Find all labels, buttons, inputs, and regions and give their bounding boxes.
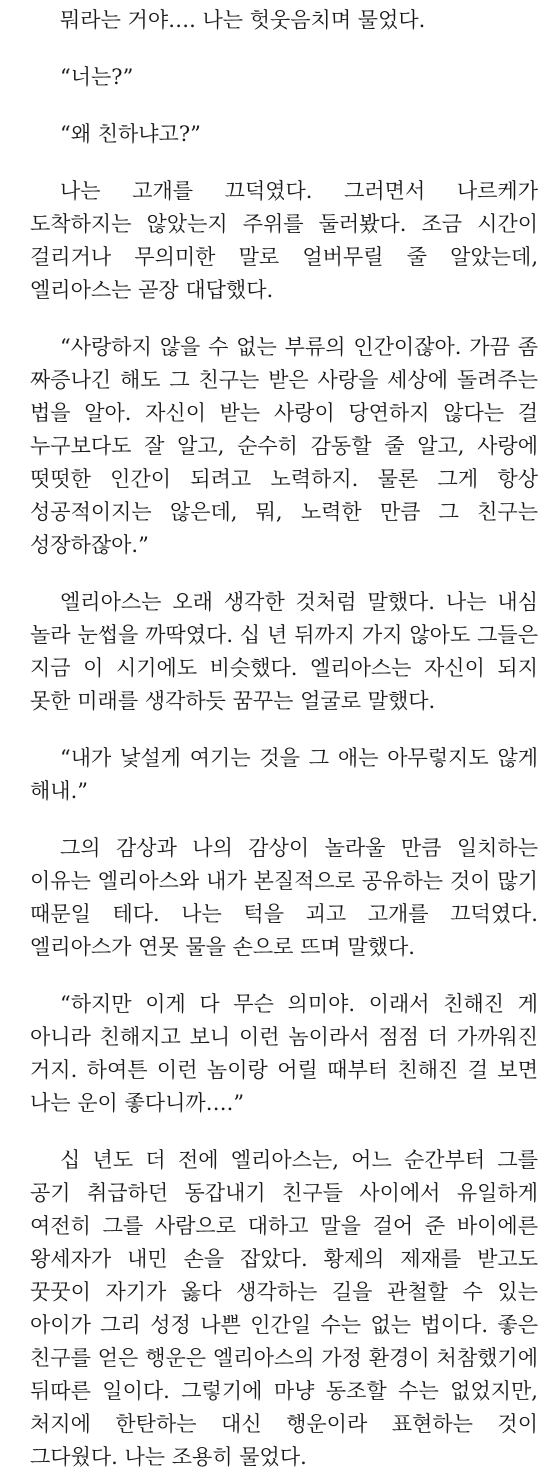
- paragraph-1: 뭐라는 거야…. 나는 헛웃음치며 물었다.: [60, 8, 426, 32]
- paragraph-5: “사랑하지 않을 수 없는 부류의 인간이잖아. 가끔 좀 짜증나긴 해도 그 친구는 받은 사랑을 세상에 돌려주는 법을 알아. 자신이 받는 사랑이 당연하지 않다는 걸 누구보다도 잘 알고, 순수히 감동할 줄 알고, 사랑에 떳떳한 인간이 되려고 노력하지. 물론 그게 항상 성공적이지는 않은데, 뭐, 노력한 만큼 그 친구는 성장하잖아.”: [30, 335, 538, 557]
- paragraph-10: 십 년도 더 전에 엘리아스는, 어느 순간부터 그를 공기 취급하던 동갑내기 친구들 사이에서 유일하게 여전히 그를 사람으로 대하고 말을 걸어 준 바이에른 왕세자가 내민 손을 잡았다. 황제의 제재를 받고도 꿋꿋이 자기가 옳다 생각하는 길을 관철할 수 있는 아이가 그리 성정 나쁜 인간일 수는 없는 법이다. 좋은 친구를 얻은 행운은 엘리아스의 가정 환경이 처참했기에 뒤따른 일이다. 그렇기에 마냥 동조할 수는 없었지만, 처지에 한탄하는 대신 행운이라 표현하는 것이 그다웠다. 나는 조용히 물었다.: [30, 1148, 538, 1469]
- paragraph-8: 그의 감상과 나의 감상이 놀라울 만큼 일치하는 이유는 엘리아스와 내가 본질적으로 공유하는 것이 많기 때문일 테다. 나는 턱을 괴고 고개를 끄덕였다. 엘리아스가 연못 물을 손으로 뜨며 말했다.: [30, 836, 538, 959]
- paragraph-3: “왜 친하냐고?”: [60, 122, 201, 146]
- paragraph-9: “하지만 이게 다 무슨 의미야. 이래서 친해진 게 아니라 친해지고 보니 이런 놈이라서 점점 더 가까워진 거지. 하여튼 이런 놈이랑 어릴 때부터 친해진 걸 보면 나는 운이 좋다니까….”: [30, 992, 538, 1115]
- paragraph-7: “내가 낯설게 여기는 것을 그 애는 아무렇지도 않게 해내.”: [30, 746, 538, 803]
- paragraph-6: 엘리아스는 오래 생각한 것처럼 말했다. 나는 내심 놀라 눈썹을 까딱였다. 십 년 뒤까지 가지 않아도 그들은 지금 이 시기에도 비슷했다. 엘리아스는 자신이 되지 못한 미래를 생각하듯 꿈꾸는 얼굴로 말했다.: [30, 590, 538, 713]
- paragraph-2: “너는?”: [60, 65, 134, 89]
- paragraph-4: 나는 고개를 끄덕였다. 그러면서 나르케가 도착하지는 않았는지 주위를 둘러봤다. 조금 시간이 걸리거나 무의미한 말로 얼버무릴 줄 알았는데, 엘리아스는 곧장 대답했다.: [30, 179, 538, 302]
